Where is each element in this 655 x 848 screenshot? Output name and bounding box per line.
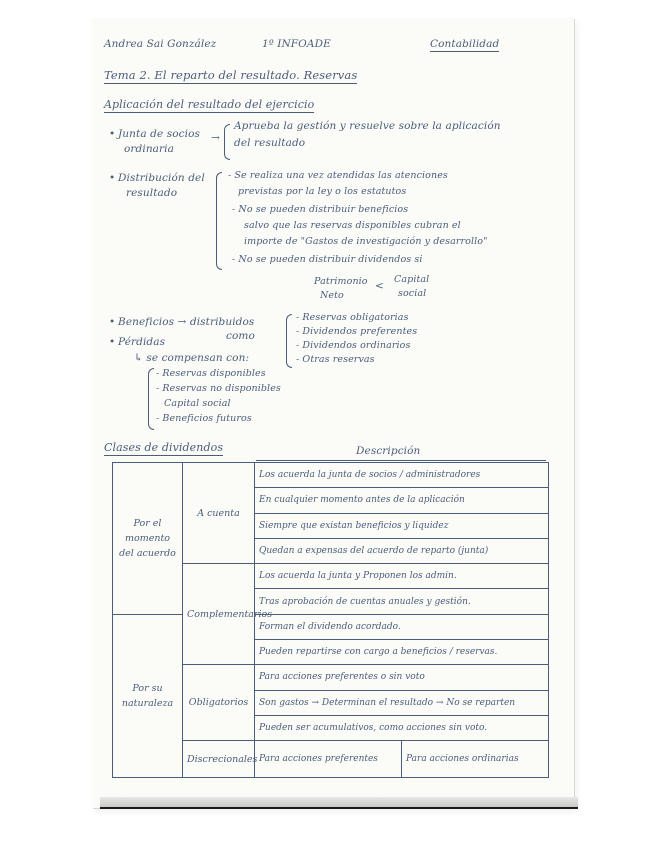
arrow-glyph: →: [211, 132, 220, 144]
subgroup-label-a-cuenta: A cuenta: [183, 463, 255, 564]
compensan-label: ↳ se compensan con:: [134, 352, 250, 364]
formula-left-line2: Neto: [320, 290, 344, 301]
como-item-4: - Otras reservas: [296, 354, 375, 365]
junta-text-line2: del resultado: [234, 137, 306, 149]
brace-distrib: [216, 172, 222, 270]
formula-left-line1: Patrimonio: [314, 276, 368, 287]
junta-label-line2: ordinaria: [124, 143, 174, 155]
table-cell: En cualquier momento antes de la aplicación: [255, 488, 549, 513]
compensan-item-1: - Reservas disponibles: [156, 368, 266, 379]
como-label: como: [226, 330, 255, 342]
compensan-item-2: - Reservas no disponibles: [156, 383, 281, 394]
table-cell: Quedan a expensas del acuerdo de reparto (junta): [255, 538, 549, 563]
formula-right-line1: Capital: [394, 274, 430, 285]
course-label: 1º INFOADE: [262, 38, 331, 50]
group-label-momento: Por el momento del acuerdo: [113, 463, 183, 615]
table-cell: Pueden repartirse con cargo a beneficios / reservas.: [255, 639, 549, 664]
distrib-item-1: - Se realiza una vez atendidas las atenciones: [228, 170, 448, 181]
como-item-1: - Reservas obligatorias: [296, 312, 409, 323]
page-title: Tema 2. El reparto del resultado. Reservas: [104, 68, 358, 82]
table-cell: Son gastos → Determinan el resultado → No se reparten: [255, 690, 549, 715]
junta-label-line1: • Junta de socios: [118, 128, 200, 140]
brace-como: [286, 314, 292, 368]
page-bottom-edge: [100, 797, 578, 809]
distrib-label-line2: resultado: [126, 187, 178, 199]
beneficios-label: • Beneficios → distribuidos: [118, 316, 254, 328]
section-heading-aplicacion: Aplicación del resultado del ejercicio: [104, 98, 315, 111]
subgroup-label-obligatorios: Obligatorios: [183, 665, 255, 741]
table-cell: Tras aprobación de cuentas anuales y gestión.: [255, 589, 549, 614]
formula-operator: <: [375, 280, 384, 292]
table-cell: Para acciones preferentes: [255, 741, 402, 778]
table-cell: Pueden ser acumulativos, como acciones sin voto.: [255, 715, 549, 740]
description-heading: Descripción: [356, 445, 421, 457]
subject-label: Contabilidad: [430, 38, 500, 50]
table-cell: Los acuerda la junta de socios / administradores: [255, 463, 549, 488]
table-row: [113, 614, 549, 639]
perdidas-label: • Pérdidas: [118, 336, 165, 348]
student-name: Andrea Sai González: [104, 38, 217, 50]
dividend-classes-table: [112, 462, 549, 778]
distrib-label-line1: • Distribución del: [118, 172, 205, 184]
table-row: [113, 463, 549, 488]
table-cell: Siempre que existan beneficios y liquidez: [255, 513, 549, 538]
description-rule: [256, 460, 546, 461]
compensan-item-3: Capital social: [164, 398, 231, 409]
formula-right-line2: social: [398, 288, 427, 299]
subgroup-label-discrecionales: Discrecionales: [183, 741, 255, 778]
como-item-2: - Dividendos preferentes: [296, 326, 418, 337]
table-cell: Para acciones preferentes o sin voto: [255, 665, 549, 690]
distrib-item-6: - No se pueden distribuir dividendos si: [232, 254, 423, 265]
subgroup-label-complementarios: Complementarios: [183, 564, 255, 665]
group-label-naturaleza: Por su naturaleza: [113, 614, 183, 777]
distrib-item-3: - No se pueden distribuir beneficios: [232, 204, 409, 215]
distrib-item-5: importe de "Gastos de investigación y desarrollo": [244, 236, 488, 247]
como-item-3: - Dividendos ordinarios: [296, 340, 411, 351]
table-cell: Para acciones ordinarias: [402, 741, 549, 778]
brace-junta: [224, 124, 230, 160]
table-cell: Forman el dividendo acordado.: [255, 614, 549, 639]
brace-compensan: [148, 368, 154, 430]
section-heading-dividendos: Clases de dividendos: [104, 441, 224, 454]
junta-text-line1: Aprueba la gestión y resuelve sobre la aplicación: [234, 120, 501, 132]
distrib-item-4: salvo que las reservas disponibles cubran el: [244, 220, 461, 231]
compensan-item-4: - Beneficios futuros: [156, 413, 252, 424]
table-cell: Los acuerda la junta y Proponen los admin.: [255, 564, 549, 589]
distrib-item-2: previstas por la ley o los estatutos: [238, 186, 407, 197]
